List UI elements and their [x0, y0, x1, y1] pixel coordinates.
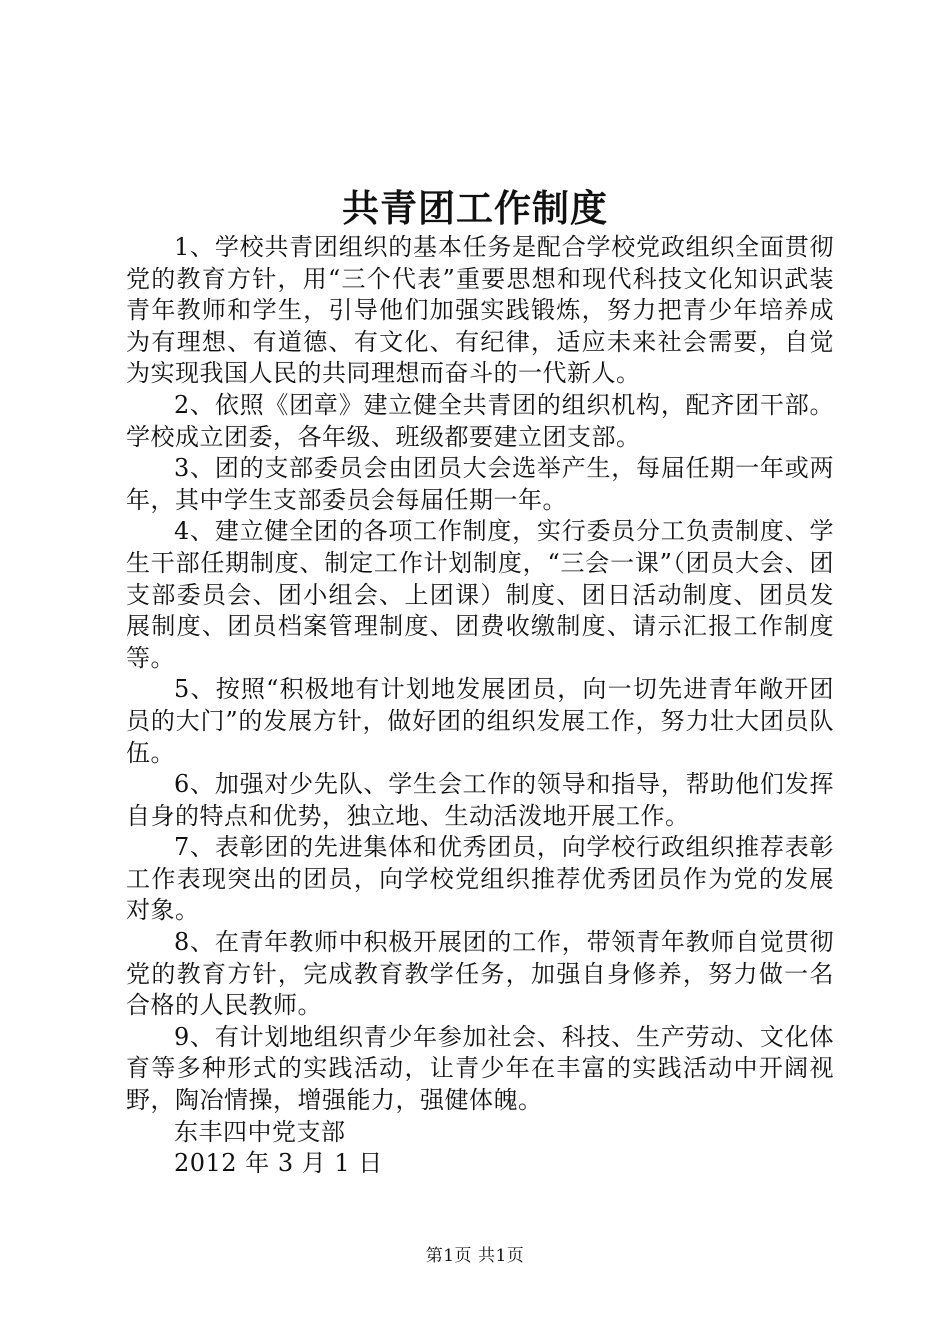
page-footer: 第1页 共1页	[425, 1246, 525, 1266]
paragraph-1: 1、学校共青团组织的基本任务是配合学校党政组织全面贯彻党的教育方针，用“三个代表”重要思想和现代科技文化知识武装青年教师和学生，引导他们加强实践锻炼，努力把青少年培养成为有理想、有道德、有文化、有纪律，适应未来社会需要，自觉为实现我国人民的共同理想而奋斗的一代新人。	[126, 233, 834, 388]
paragraph-7: 7、表彰团的先进集体和优秀团员，向学校行政组织推荐表彰工作表现突出的团员，向学校党组织推荐优秀团员作为党的发展对象。	[126, 833, 834, 925]
paragraph-9: 9、有计划地组织青少年参加社会、科技、生产劳动、文化体育等多种形式的实践活动，让青少年在丰富的实践活动中开阔视野，陶冶情操，增强能力，强健体魄。	[126, 1022, 834, 1115]
paragraph-3: 3、团的支部委员会由团员大会选举产生，每届任期一年或两年，其中学生支部委员会每届任期一年。	[126, 454, 834, 514]
paragraph-5: 5、按照“积极地有计划地发展团员，向一切先进青年敞开团员的大门”的发展方针，做好团的组织发展工作，努力壮大团员队伍。	[126, 675, 834, 767]
signature: 东丰四中党支部	[174, 1117, 346, 1146]
document-title: 共青团工作制度	[342, 186, 608, 230]
document-body	[126, 232, 834, 1180]
paragraph-4: 4、建立健全团的各项工作制度，实行委员分工负责制度、学生干部任期制度、制定工作计划制度，“三会一课”（团员大会、团支部委员会、团小组会、上团课）制度、团日活动制度、团员发展制度、团员档案管理制度、团费收缴制度、请示汇报工作制度等。	[126, 517, 834, 672]
paragraph-6: 6、加强对少先队、学生会工作的领导和指导，帮助他们发挥自身的特点和优势，独立地、生动活泼地开展工作。	[126, 770, 834, 830]
paragraph-2: 2、依照《团章》建立健全共青团的组织机构，配齐团干部。学校成立团委，各年级、班级都要建立团支部。	[126, 390, 834, 451]
paragraph-8: 8、在青年教师中积极开展团的工作，带领青年教师自觉贯彻党的教育方针，完成教育教学任务，加强自身修养，努力做一名合格的人民教师。	[126, 928, 834, 1020]
signature-date: 2012 年 3 月 1 日	[174, 1149, 383, 1178]
